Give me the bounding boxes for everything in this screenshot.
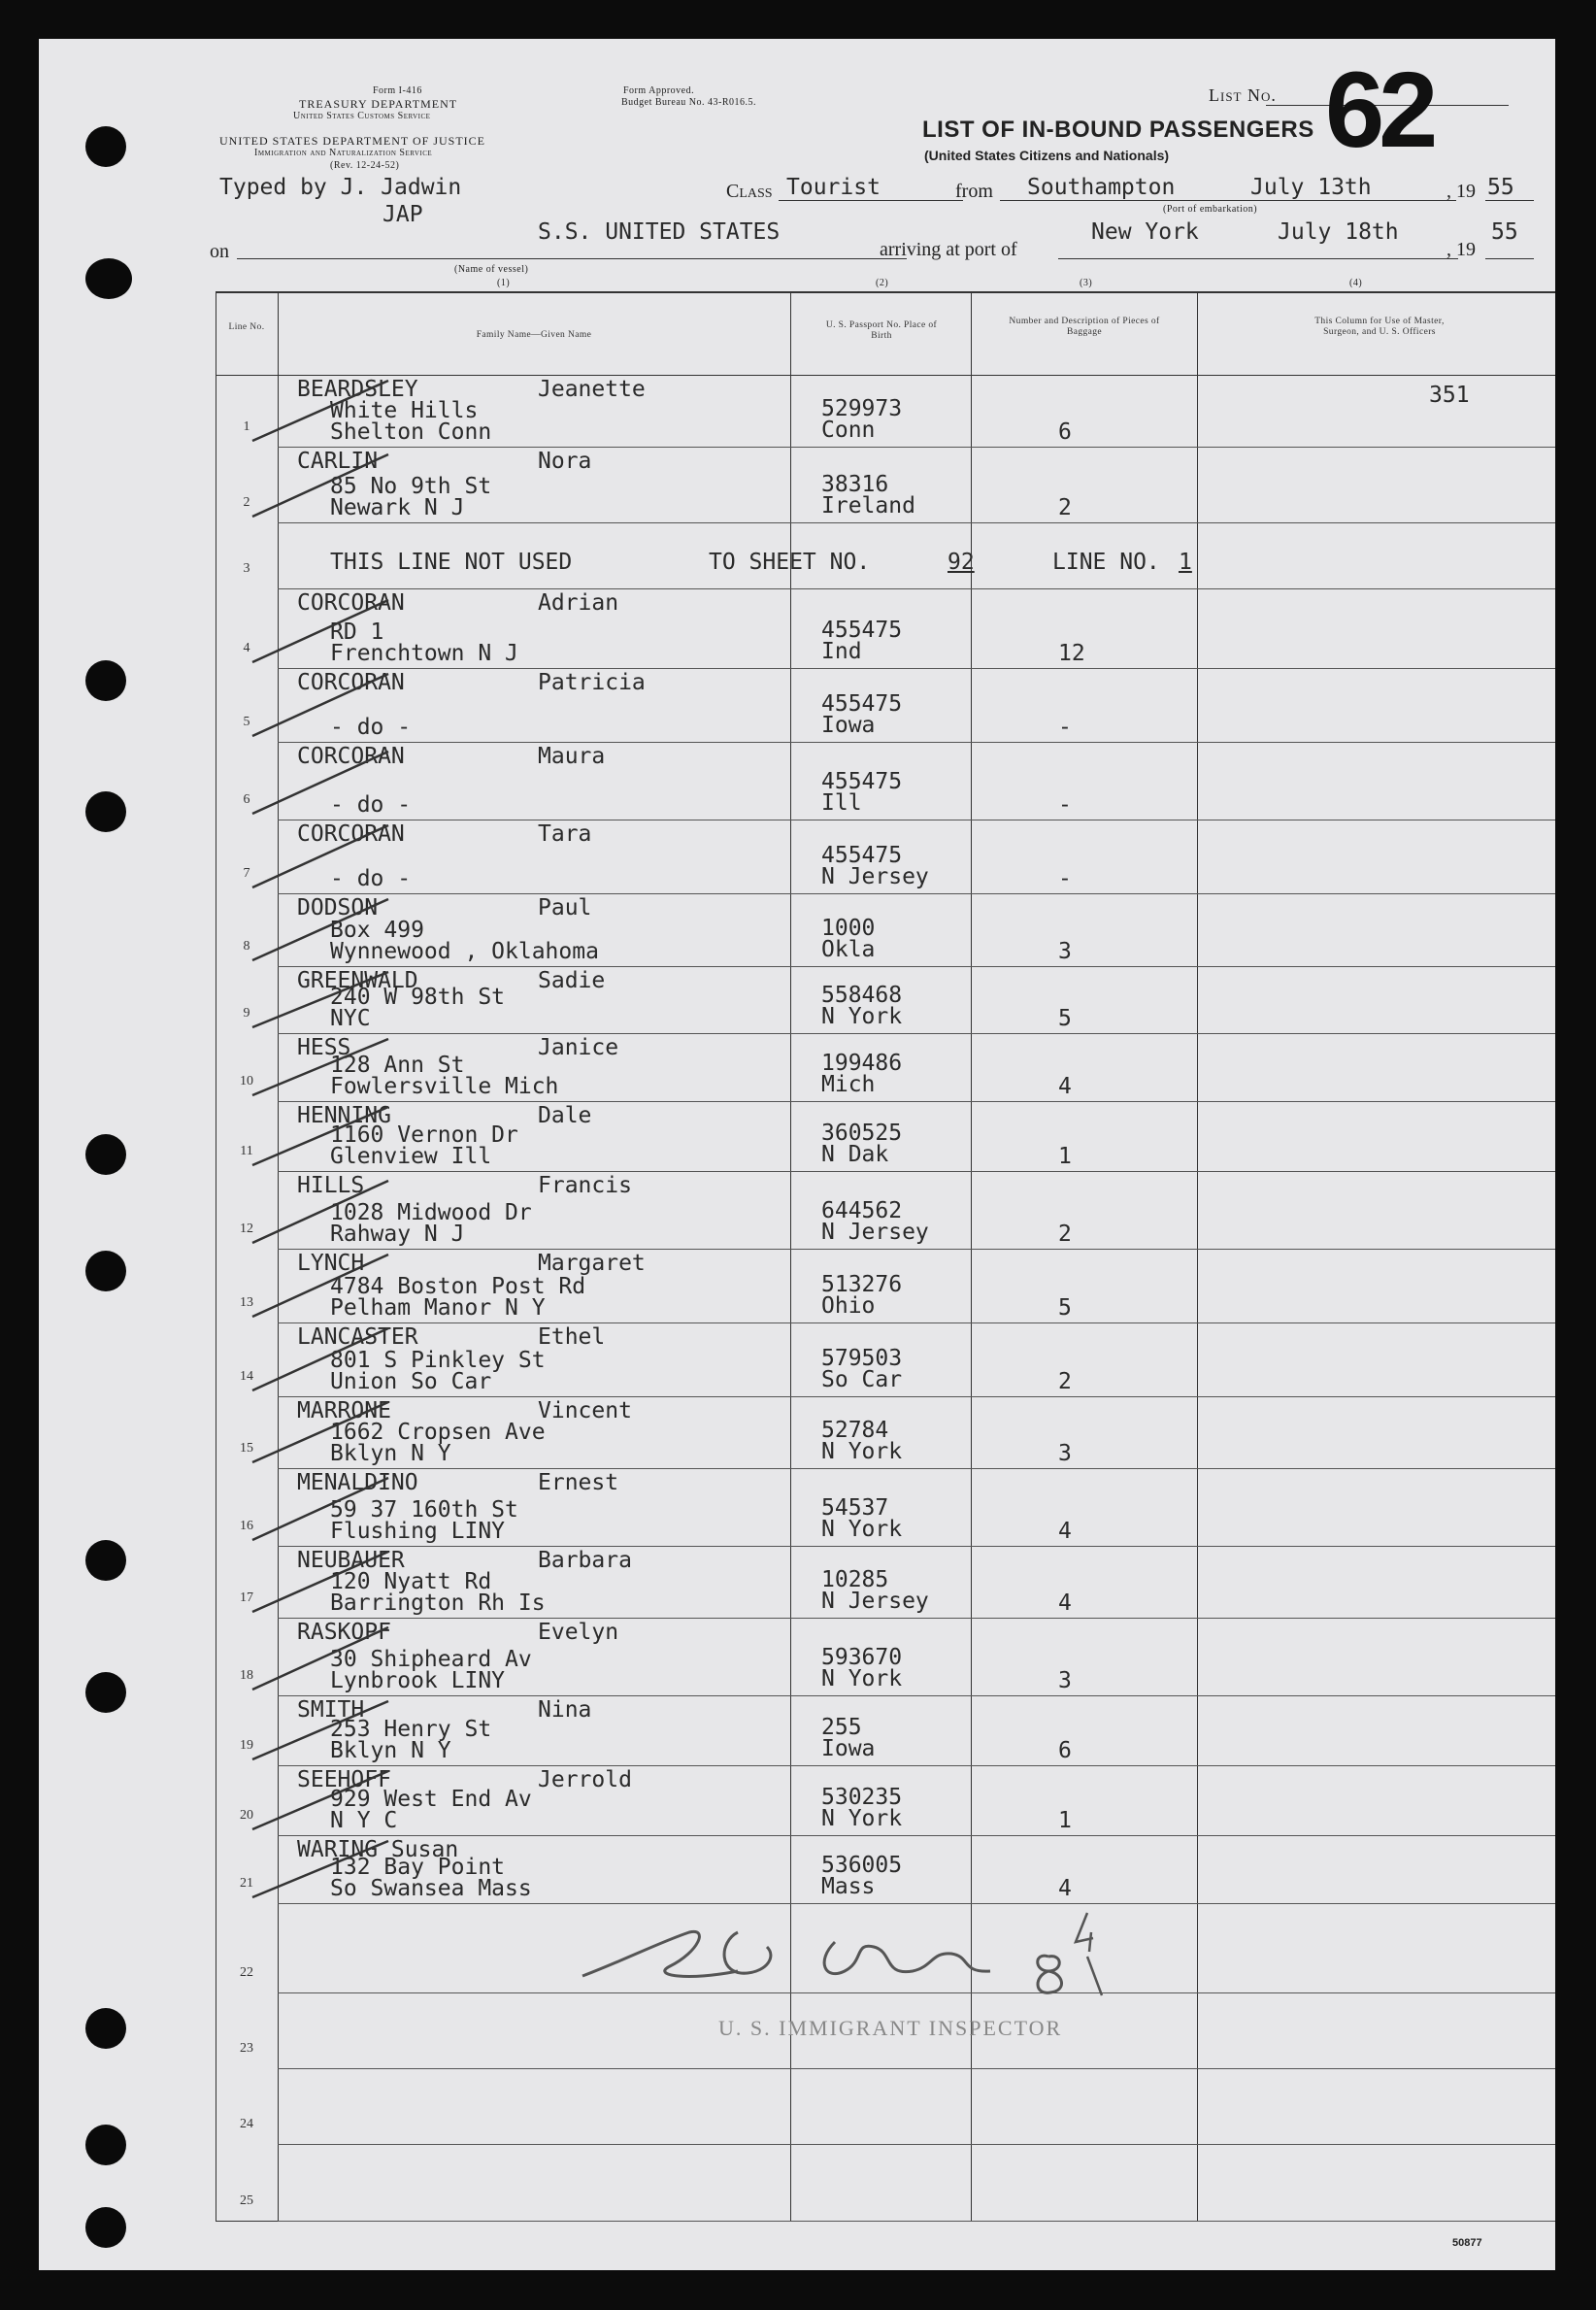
line-number: 14: [240, 1369, 253, 1384]
check-mark: [243, 820, 398, 893]
to-sheet-label: TO SHEET NO.: [709, 550, 871, 575]
passport-number: 54537: [821, 1495, 889, 1521]
address-line-2: Bklyn N Y: [330, 1441, 451, 1466]
line-no-value: 1: [1179, 550, 1192, 575]
line-number: 3: [243, 561, 250, 576]
punch-hole: [85, 126, 126, 167]
passport-number: 10285: [821, 1567, 889, 1592]
given-name: Dale: [538, 1103, 592, 1128]
address-line-1: 240 W 98th St: [330, 985, 506, 1010]
header-officers: This Column for Use of Master, Surgeon, and U. S. Officers: [1314, 317, 1445, 337]
given-name: Tara: [538, 821, 592, 847]
embark-caption: (Port of embarkation): [1163, 204, 1258, 215]
given-name: Ernest: [538, 1470, 619, 1495]
address-line-2: Barrington Rh Is: [330, 1590, 546, 1616]
baggage-count: 1: [1058, 1808, 1072, 1833]
vessel-caption: (Name of vessel): [454, 264, 529, 275]
address-line-1: 30 Shipheard Av: [330, 1647, 532, 1672]
line-number: 18: [240, 1668, 253, 1683]
place-of-birth: N York: [821, 1666, 903, 1691]
family-name: LYNCH: [297, 1251, 365, 1276]
address-line-1: 128 Ann St: [330, 1053, 465, 1078]
family-name: HESS: [297, 1035, 351, 1060]
family-name: HENNING: [297, 1103, 391, 1128]
line-number: 20: [240, 1808, 253, 1823]
address-line-2: Pelham Manor N Y: [330, 1295, 546, 1321]
family-name: GREENWALD: [297, 968, 418, 993]
line-number: 4: [243, 641, 250, 655]
family-name: DODSON: [297, 895, 379, 921]
list-number: 62: [1325, 50, 1433, 170]
table-row: [39, 1322, 1555, 1396]
address-line-1: 85 No 9th St: [330, 474, 492, 499]
col-2-caption: (2): [876, 278, 889, 288]
passport-number: 644562: [821, 1198, 903, 1223]
address-line-2: Union So Car: [330, 1369, 492, 1394]
table-row: [39, 1835, 1555, 1903]
passport-number: 593670: [821, 1645, 903, 1670]
check-mark: [243, 1618, 398, 1695]
unused-line-text: THIS LINE NOT USED: [330, 550, 573, 575]
table-row: [39, 588, 1555, 668]
passport-number: 360525: [821, 1121, 903, 1146]
place-of-birth: Iowa: [821, 1736, 876, 1761]
from-label: from: [955, 181, 993, 202]
customs-service: United States Customs Service: [293, 111, 431, 121]
baggage-count: 4: [1058, 1074, 1072, 1099]
table-row: [39, 668, 1555, 742]
baggage-count: -: [1058, 866, 1072, 891]
line-number: 24: [240, 2117, 253, 2131]
given-name: Jerrold: [538, 1767, 632, 1792]
line-number: 19: [240, 1738, 253, 1753]
budget-bureau: Budget Bureau No. 43-R016.5.: [621, 97, 756, 108]
address-line-2: Lynbrook LINY: [330, 1668, 506, 1693]
class-value: Tourist: [786, 175, 881, 200]
passport-number: 52784: [821, 1418, 889, 1443]
baggage-count: 1: [1058, 1144, 1072, 1169]
baggage-count: 5: [1058, 1295, 1072, 1321]
line-number: 7: [243, 866, 250, 881]
inspector-caption: U. S. IMMIGRANT INSPECTOR: [718, 2016, 1063, 2040]
place-of-birth: Conn: [821, 418, 876, 443]
address-line-2: Rahway N J: [330, 1222, 465, 1247]
address-line-1: Box 499: [330, 918, 424, 943]
manifest-page: [39, 39, 1555, 2270]
family-name: HILLS: [297, 1173, 365, 1198]
line-number: 10: [240, 1074, 253, 1088]
address-line-1: 253 Henry St: [330, 1717, 492, 1742]
passport-number: 455475: [821, 691, 903, 717]
line-number: 12: [240, 1222, 253, 1236]
place-of-birth: N York: [821, 1517, 903, 1542]
table-row: [39, 1546, 1555, 1618]
given-name: Adrian: [538, 590, 619, 616]
table-row: [39, 1695, 1555, 1765]
address-line-1: 1662 Cropsen Ave: [330, 1420, 546, 1445]
given-name: Vincent: [538, 1398, 632, 1423]
table-row: [39, 1033, 1555, 1101]
passport-number: 1000: [821, 916, 876, 941]
table-row: [39, 1618, 1555, 1695]
embark-port: Southampton: [1027, 175, 1176, 200]
family-name: SEEHOFF: [297, 1767, 391, 1792]
baggage-count: 2: [1058, 495, 1072, 520]
table-row: [39, 1171, 1555, 1249]
passport-number: 529973: [821, 396, 903, 421]
family-name: CORCORAN: [297, 590, 405, 616]
line-number: 1: [243, 419, 250, 434]
family-name: BEARDSLEY: [297, 377, 418, 402]
baggage-count: 6: [1058, 1738, 1072, 1763]
family-name: RASKOPF: [297, 1620, 391, 1645]
baggage-count: -: [1058, 715, 1072, 740]
vessel-name: S.S. UNITED STATES: [538, 219, 781, 245]
passport-number: 455475: [821, 843, 903, 868]
baggage-count: 2: [1058, 1369, 1072, 1394]
table-row: [39, 1249, 1555, 1322]
line-no-label: LINE NO.: [1052, 550, 1160, 575]
address-line-1: 132 Bay Point: [330, 1855, 506, 1880]
list-no-label: List No.: [1209, 85, 1277, 105]
given-name: Nora: [538, 449, 592, 474]
passport-number: 530235: [821, 1785, 903, 1810]
table-row: [39, 966, 1555, 1033]
check-mark: [243, 1835, 398, 1903]
arrival-year-prefix: , 19: [1446, 239, 1476, 260]
embark-year-prefix: , 19: [1446, 181, 1476, 202]
baggage-count: 4: [1058, 1519, 1072, 1544]
address-line-2: Fowlersville Mich: [330, 1074, 559, 1099]
check-mark: [243, 1322, 398, 1396]
check-mark: [243, 1695, 398, 1765]
passport-number: 455475: [821, 618, 903, 643]
arrival-year: 55: [1491, 219, 1518, 245]
address-line-2: Flushing LINY: [330, 1519, 506, 1544]
table-row: [39, 1396, 1555, 1468]
table-row: [39, 1468, 1555, 1546]
given-name: Ethel: [538, 1324, 606, 1350]
given-name: Nina: [538, 1697, 592, 1723]
check-mark: [243, 1546, 398, 1618]
passport-number: 536005: [821, 1853, 903, 1878]
address-line-1: RD 1: [330, 619, 384, 645]
check-mark: [243, 1171, 398, 1249]
line-number: 23: [240, 2041, 253, 2056]
table-row: [39, 1765, 1555, 1835]
place-of-birth: N York: [821, 1806, 903, 1831]
address-line-2: NYC: [330, 1006, 371, 1031]
address-line-1: 1028 Midwood Dr: [330, 1200, 532, 1225]
line-number: 11: [240, 1144, 253, 1158]
line-number: 17: [240, 1590, 253, 1605]
passport-number: 255: [821, 1715, 862, 1740]
check-mark: [243, 1468, 398, 1546]
check-mark: [243, 966, 398, 1033]
baggage-count: -: [1058, 792, 1072, 818]
given-name: Margaret: [538, 1251, 646, 1276]
family-name: MENALDINO: [297, 1470, 418, 1495]
table-row: [39, 522, 1555, 588]
given-name: Francis: [538, 1173, 632, 1198]
line-number: 5: [243, 715, 250, 729]
given-name: Maura: [538, 744, 606, 769]
justice-dept: UNITED STATES DEPARTMENT OF JUSTICE: [219, 134, 486, 148]
given-name: Patricia: [538, 670, 646, 695]
table-row: [39, 893, 1555, 966]
given-name: Sadie: [538, 968, 606, 993]
passport-number: 579503: [821, 1346, 903, 1371]
col-1-caption: (1): [497, 278, 511, 288]
baggage-count: 4: [1058, 1590, 1072, 1616]
check-mark: [243, 1101, 398, 1171]
baggage-count: 12: [1058, 641, 1085, 666]
on-label: on: [210, 241, 229, 262]
passport-number: 199486: [821, 1051, 903, 1076]
family-name: SMITH: [297, 1697, 365, 1723]
place-of-birth: Mich: [821, 1072, 876, 1097]
place-of-birth: So Car: [821, 1367, 903, 1392]
baggage-count: 6: [1058, 419, 1072, 445]
ins-service: Immigration and Naturalization Service: [254, 148, 433, 158]
check-mark: [243, 588, 398, 668]
embark-date: July 13th: [1250, 175, 1372, 200]
baggage-count: 3: [1058, 1441, 1072, 1466]
address-line-2: Frenchtown N J: [330, 641, 518, 666]
place-of-birth: Ind: [821, 639, 862, 664]
address-line-1: 801 S Pinkley St: [330, 1348, 546, 1373]
to-sheet-number: 92: [948, 550, 975, 575]
family-name: LANCASTER: [297, 1324, 418, 1350]
baggage-count: 2: [1058, 1222, 1072, 1247]
passport-number: 38316: [821, 472, 889, 497]
place-of-birth: N York: [821, 1439, 903, 1464]
header-passport: U. S. Passport No. Place of Birth: [825, 320, 938, 341]
given-name: Paul: [538, 895, 592, 921]
typist-initials: JAP: [382, 202, 423, 227]
list-title: LIST OF IN-BOUND PASSENGERS: [922, 117, 1314, 143]
address-line-1: White Hills: [330, 398, 479, 423]
class-label: Class: [726, 181, 773, 202]
form-approved: Form Approved.: [623, 85, 695, 96]
treasury-dept: TREASURY DEPARTMENT: [299, 97, 458, 111]
check-mark: [243, 1249, 398, 1322]
header-baggage: Number and Description of Pieces of Baggage: [1009, 317, 1160, 337]
officer-stamp-number: 351: [1429, 383, 1470, 408]
typed-by: Typed by J. Jadwin: [219, 175, 462, 200]
embark-year: 55: [1487, 175, 1514, 200]
address-line-1: 1160 Vernon Dr: [330, 1122, 518, 1148]
list-subtitle: (United States Citizens and Nationals): [924, 148, 1170, 163]
form-number: Form I-416: [373, 85, 422, 96]
address-line-1: 4784 Boston Post Rd: [330, 1274, 586, 1299]
place-of-birth: Okla: [821, 937, 876, 962]
family-name: CORCORAN: [297, 744, 405, 769]
address-line-1: 929 West End Av: [330, 1787, 532, 1812]
place-of-birth: N Dak: [821, 1142, 889, 1167]
punch-hole: [85, 258, 132, 299]
passport-number: 513276: [821, 1272, 903, 1297]
family-name: CORCORAN: [297, 670, 405, 695]
place-of-birth: N Jersey: [821, 1220, 929, 1245]
line-number: 16: [240, 1519, 253, 1533]
family-name: MARRONE: [297, 1398, 391, 1423]
baggage-count: 3: [1058, 1668, 1072, 1693]
address-line-2: Wynnewood , Oklahoma: [330, 939, 599, 964]
check-mark: [243, 1033, 398, 1101]
arriving-label: arriving at port of: [880, 239, 1017, 260]
col-4-caption: (4): [1349, 278, 1363, 288]
line-number: 22: [240, 1965, 253, 1980]
arrival-date: July 18th: [1278, 219, 1399, 245]
place-of-birth: Mass: [821, 1874, 876, 1899]
family-name: CORCORAN: [297, 821, 405, 847]
address-line-1: 120 Nyatt Rd: [330, 1569, 492, 1594]
table-row: [39, 2068, 1555, 2144]
baggage-count: 3: [1058, 939, 1072, 964]
given-name: Jeanette: [538, 377, 646, 402]
address-line-2: Glenview Ill: [330, 1144, 492, 1169]
table-row: [39, 820, 1555, 893]
place-of-birth: N Jersey: [821, 1589, 929, 1614]
place-of-birth: Iowa: [821, 713, 876, 738]
family-name: CARLIN: [297, 449, 379, 474]
col-3-caption: (3): [1080, 278, 1093, 288]
revision: (Rev. 12-24-52): [330, 160, 400, 171]
place-of-birth: Ohio: [821, 1293, 876, 1319]
line-number: 6: [243, 792, 250, 807]
place-of-birth: N Jersey: [821, 864, 929, 889]
check-mark: [243, 742, 398, 820]
passport-number: 455475: [821, 769, 903, 794]
place-of-birth: Ireland: [821, 493, 915, 519]
header-name: Family Name—Given Name: [476, 330, 592, 340]
row-rule: [278, 2221, 1555, 2222]
line-number: 15: [240, 1441, 253, 1456]
address-line-2: - do -: [330, 866, 412, 891]
line-number: 25: [240, 2193, 253, 2208]
table-row: [39, 375, 1555, 447]
line-number: 8: [243, 939, 250, 954]
address-line-2: Bklyn N Y: [330, 1738, 451, 1763]
given-name: Evelyn: [538, 1620, 619, 1645]
table-row: [39, 742, 1555, 820]
given-name: Janice: [538, 1035, 619, 1060]
check-mark: [243, 1396, 398, 1468]
place-of-birth: N York: [821, 1004, 903, 1029]
table-row: [39, 447, 1555, 522]
check-mark: [243, 1765, 398, 1835]
baggage-count: 4: [1058, 1876, 1072, 1901]
check-mark: [243, 893, 398, 966]
given-name: Barbara: [538, 1548, 632, 1573]
table-row: [39, 2144, 1555, 2221]
passport-number: 558468: [821, 983, 903, 1008]
table-row: [39, 1101, 1555, 1171]
address-line-1: 59 37 160th St: [330, 1497, 518, 1523]
family-name: NEUBAUER: [297, 1548, 405, 1573]
check-mark: [243, 447, 398, 522]
address-line-2: N Y C: [330, 1808, 398, 1833]
line-number: 21: [240, 1876, 253, 1891]
address-line-2: Shelton Conn: [330, 419, 492, 445]
address-line-2: - do -: [330, 792, 412, 818]
header-line-no: Line No.: [228, 322, 265, 332]
address-line-2: So Swansea Mass: [330, 1876, 532, 1901]
address-line-2: - do -: [330, 715, 412, 740]
address-line-2: Newark N J: [330, 495, 465, 520]
check-mark: [243, 668, 398, 742]
baggage-count: 5: [1058, 1006, 1072, 1031]
check-mark: [243, 375, 398, 447]
arrival-port: New York: [1091, 219, 1199, 245]
line-number: 9: [243, 1006, 250, 1021]
line-number: 2: [243, 495, 250, 510]
form-footer-number: 50877: [1452, 2237, 1482, 2249]
family-name: WARING Susan: [297, 1837, 459, 1862]
place-of-birth: Ill: [821, 790, 862, 816]
line-number: 13: [240, 1295, 253, 1310]
